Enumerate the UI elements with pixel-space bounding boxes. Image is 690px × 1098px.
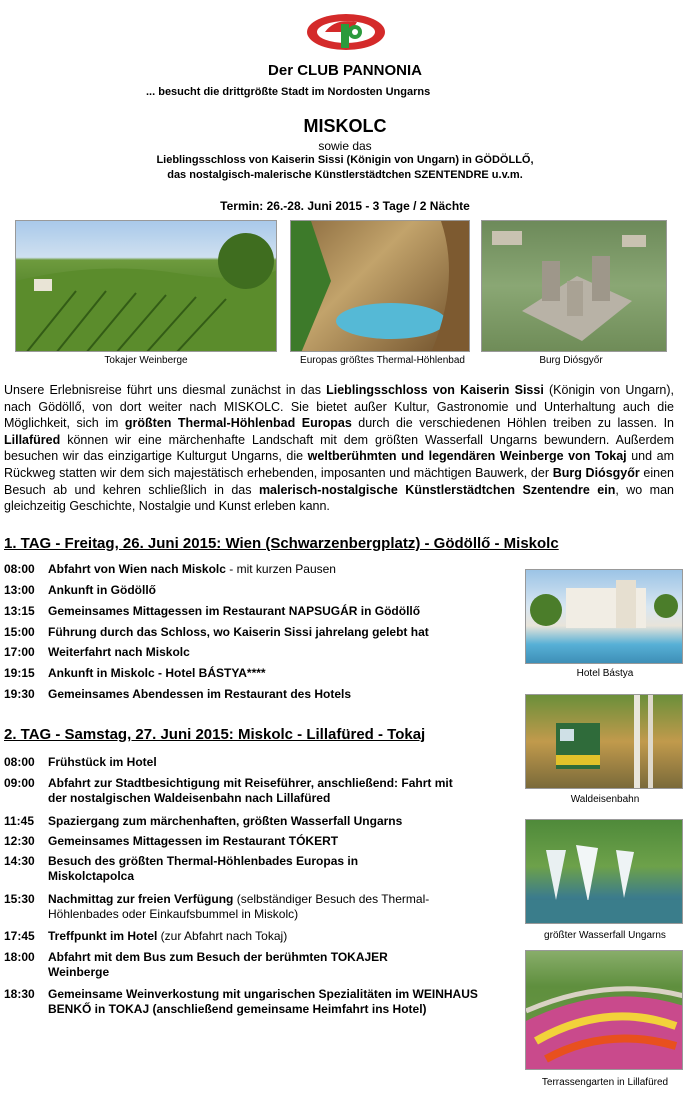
- photo-forest-railway: [525, 694, 683, 789]
- side-caption-3: größter Wasserfall Ungarns: [544, 930, 666, 941]
- photo-castle-diosgyor: [481, 220, 667, 352]
- city-title: MISKOLC: [303, 116, 387, 136]
- subtitle: ... besucht die drittgrößte Stadt im Nordosten Ungarns: [146, 86, 431, 98]
- club-logo: [305, 10, 387, 54]
- side-caption-1: Hotel Bástya: [576, 668, 634, 679]
- side-caption-2: Waldeisenbahn: [570, 794, 640, 805]
- photo-waterfall: [525, 819, 683, 924]
- photo-thermal-cave: [290, 220, 470, 352]
- photo-caption-2: Europas größtes Thermal-Höhlenbad: [300, 355, 465, 366]
- sowie-text: sowie das: [318, 139, 372, 153]
- photo-terrace-garden: [525, 950, 683, 1070]
- intro-paragraph: Unsere Erlebnisreise führt uns diesmal zunächst in das Lieblingsschloss von Kaiserin Sissi (Königin von Ungarn), nach Gödöllő, von dort weiter nach MISKOLC. Sie bietet außer Kultur, Gastronomie und Unterhaltung auch die Möglichkeit, sich im größten Thermal-Höhlenbad Europas durch die verschiedenen Höhlen treiben zu lassen. In Lillafüred können wir eine märchenhafte Landschaft mit dem größten Wasserfall Ungarns bewundern. Außerdem besuchen wir das einzigartige Kulturgut Ungarns, die weltberühmten und legendären Weinberge von Tokaj und am Rückweg statten wir dem sich majestätisch erhebenden, imposanten und mächtigen Bauwerk, der Burg Diósgyőr einen Besuch ab und kehren schließlich in das malerisch-nostalgische Künstlerstädtchen Szentendre ein, wo man gleichzeitig Geschichte, Nostalgie und Kunst erleben kann.: [4, 383, 675, 514]
- termin-line: Termin: 26.-28. Juni 2015 - 3 Tage / 2 Nächte: [220, 199, 470, 213]
- day2-heading: 2. TAG - Samstag, 27. Juni 2015: Miskolc - Lillafüred - Tokaj: [4, 726, 426, 743]
- club-title: Der CLUB PANNONIA: [268, 62, 422, 79]
- day1-heading: 1. TAG - Freitag, 26. Juni 2015: Wien (Schwarzenbergplatz) - Gödöllő - Miskolc: [4, 535, 559, 552]
- side-caption-4: Terrassengarten in Lillafüred: [541, 1077, 669, 1088]
- photo-tokaj-vineyards: [15, 220, 277, 352]
- photo-caption-3: Burg Diósgyőr: [539, 355, 603, 366]
- subtitle-line-2: das nostalgisch-malerische Künstlerstädtchen SZENTENDRE u.v.m.: [167, 169, 523, 181]
- subtitle-line-1: Lieblingsschloss von Kaiserin Sissi (Königin von Ungarn) in GÖDÖLLŐ,: [156, 154, 534, 166]
- photo-caption-1: Tokajer Weinberge: [104, 355, 188, 366]
- photo-hotel-bastya: [525, 569, 683, 664]
